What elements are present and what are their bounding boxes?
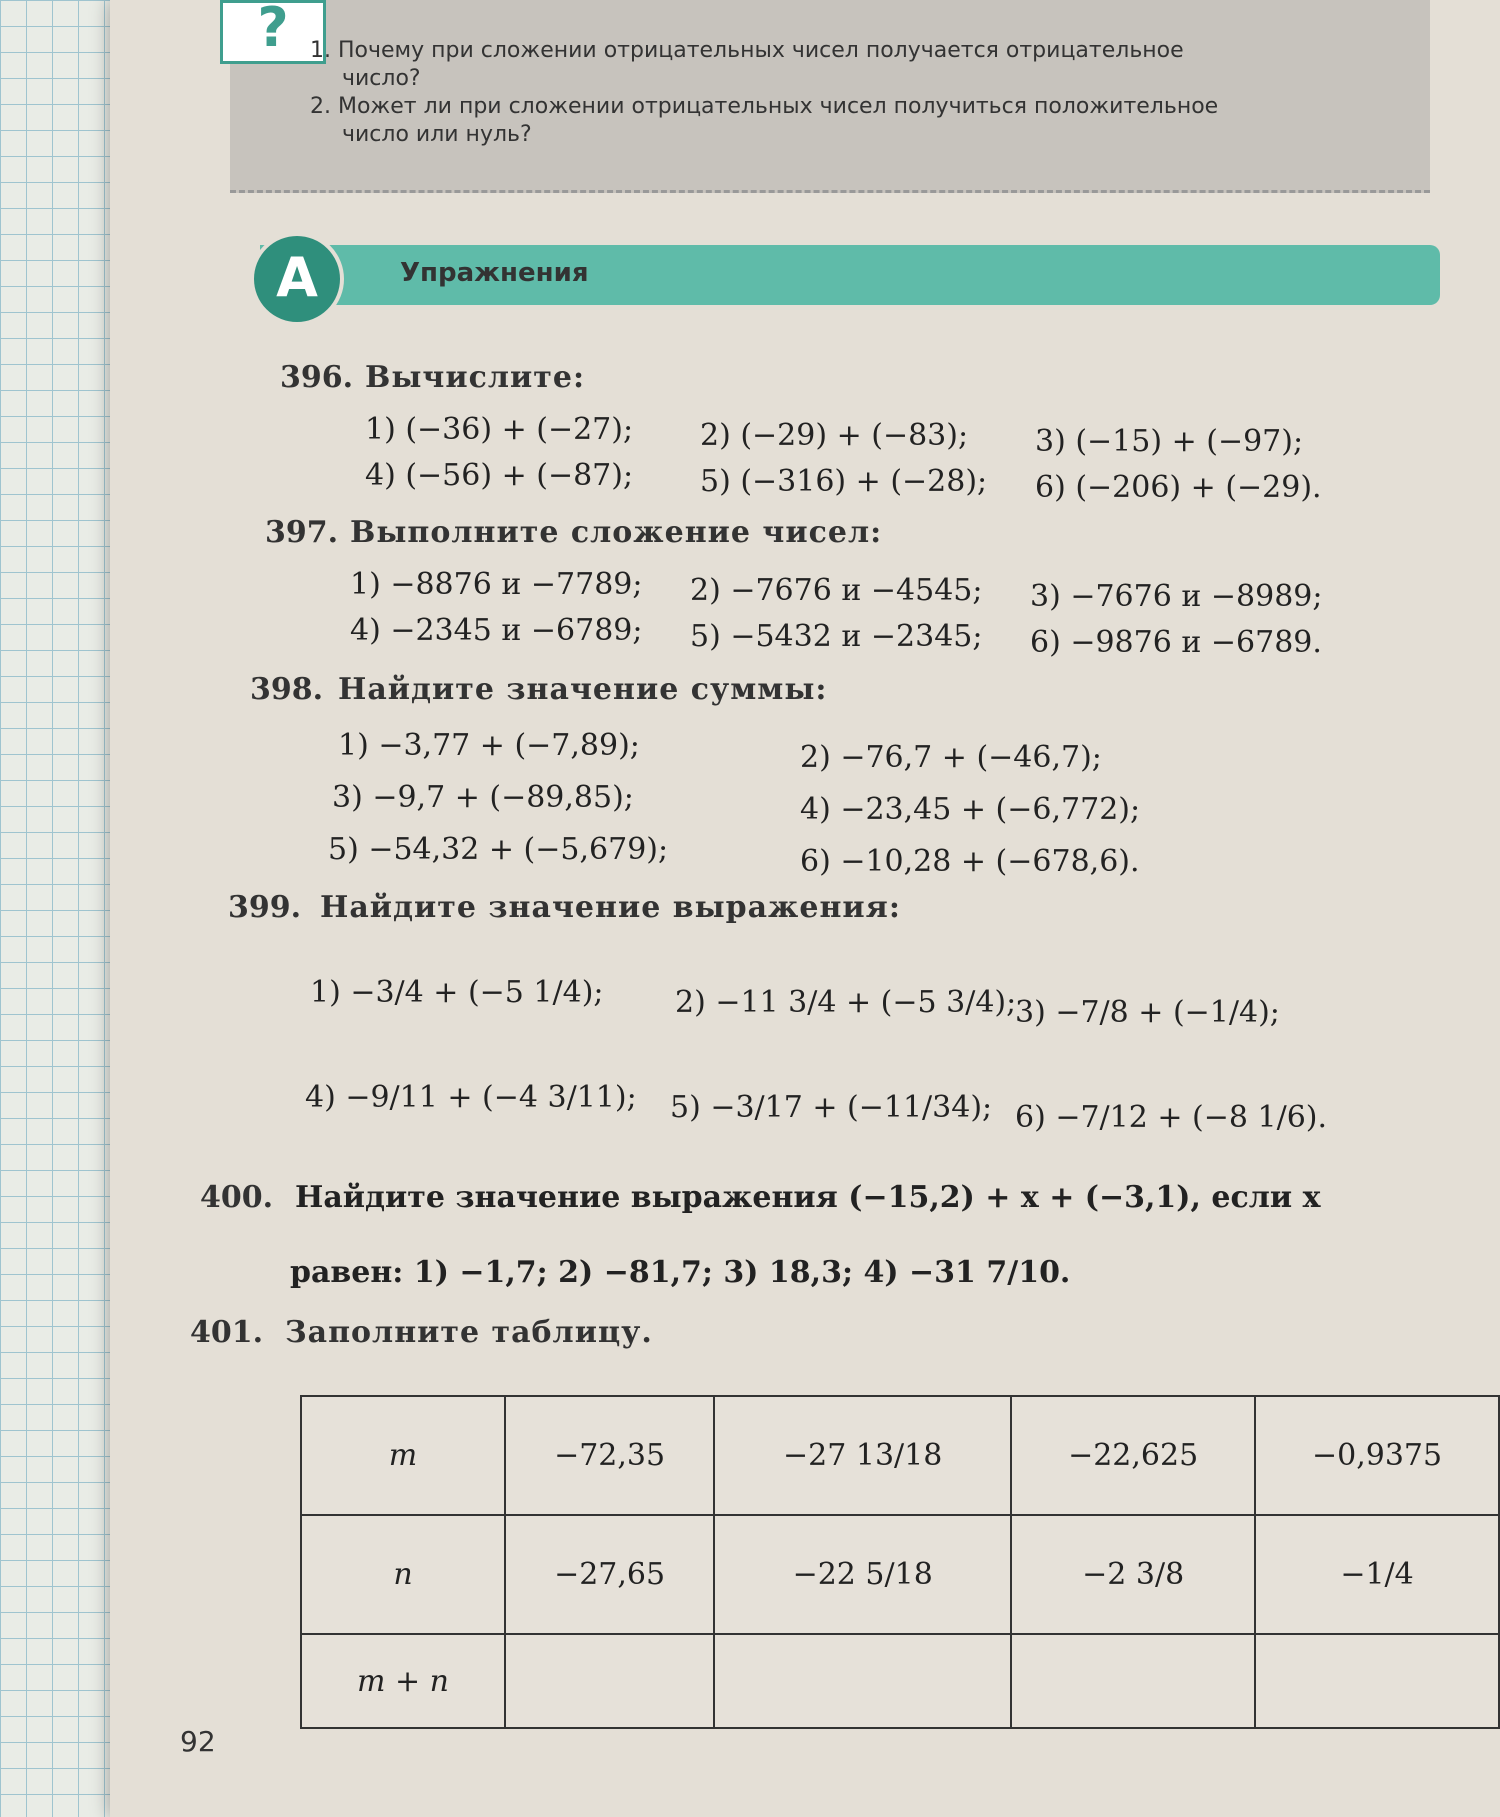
- table-cell: −22,625: [1011, 1396, 1255, 1515]
- exercise-item: 3) −7676 и −8989;: [1030, 579, 1323, 614]
- table-cell: −22 5/18: [714, 1515, 1011, 1634]
- exercise-item: 4) −9/11 + (−4 3/11);: [305, 1080, 637, 1115]
- exercise-title: Выполните сложение чисел:: [350, 515, 883, 550]
- exercise-title: Найдите значение суммы:: [338, 672, 828, 707]
- row-label-sum: m + n: [301, 1634, 505, 1728]
- exercise-item: 5) −54,32 + (−5,679);: [328, 832, 669, 867]
- exercise-title: Вычислите:: [365, 360, 586, 395]
- exercise-item: 2) −76,7 + (−46,7);: [800, 740, 1102, 775]
- fill-table: [300, 1395, 1500, 1729]
- exercise-item: 3) −9,7 + (−89,85);: [332, 780, 634, 815]
- exercise-item: 6) (−206) + (−29).: [1035, 470, 1322, 505]
- table-cell: −1/4: [1255, 1515, 1499, 1634]
- empty-cell: [1255, 1634, 1499, 1728]
- question-1: 1. Почему при сложении отрицательных чисел получается отрицательное: [310, 38, 1184, 63]
- question-2: 2. Может ли при сложении отрицательных чисел получиться положительное: [310, 94, 1219, 119]
- exercise-item: 3) (−15) + (−97);: [1035, 424, 1304, 459]
- exercise-item: 6) −7/12 + (−8 1/6).: [1015, 1100, 1328, 1135]
- table-cell: −27 13/18: [714, 1396, 1011, 1515]
- row-label-n: n: [301, 1515, 505, 1634]
- table-cell: −27,65: [505, 1515, 714, 1634]
- exercise-number: 400.: [200, 1180, 274, 1215]
- empty-cell: [1011, 1634, 1255, 1728]
- exercise-number: 396.: [280, 360, 354, 395]
- exercise-item: 6) −10,28 + (−678,6).: [800, 844, 1140, 879]
- section-badge: А: [250, 232, 344, 326]
- exercise-item: 2) (−29) + (−83);: [700, 418, 969, 453]
- empty-cell: [505, 1634, 714, 1728]
- exercise-item: 5) −5432 и −2345;: [690, 619, 983, 654]
- exercise-number: 399.: [228, 890, 302, 925]
- exercise-number: 397.: [265, 515, 339, 550]
- table-row: [301, 1634, 1499, 1728]
- row-label-m: m: [301, 1396, 505, 1515]
- table-cell: −0,9375: [1255, 1396, 1499, 1515]
- exercise-text: равен: 1) −1,7; 2) −81,7; 3) 18,3; 4) −31 7/10.: [290, 1255, 1071, 1290]
- question-1-cont: число?: [342, 66, 421, 91]
- exercise-item: 4) −2345 и −6789;: [350, 613, 643, 648]
- exercise-item: 1) (−36) + (−27);: [365, 412, 634, 447]
- exercise-item: 5) (−316) + (−28);: [700, 464, 988, 499]
- table-cell: −72,35: [505, 1396, 714, 1515]
- exercise-title: Найдите значение выражения:: [320, 890, 901, 925]
- table-row: [301, 1515, 1499, 1634]
- section-title: Упражнения: [400, 258, 589, 288]
- empty-cell: [714, 1634, 1011, 1728]
- table-row: [301, 1396, 1499, 1515]
- exercise-item: 6) −9876 и −6789.: [1030, 625, 1322, 660]
- exercise-item: 3) −7/8 + (−1/4);: [1015, 995, 1280, 1030]
- exercise-item: 4) −23,45 + (−6,772);: [800, 792, 1141, 827]
- question-mark-icon: ?: [220, 0, 326, 64]
- textbook-page: [110, 0, 1500, 1817]
- exercise-item: 1) −3/4 + (−5 1/4);: [310, 975, 604, 1010]
- exercise-item: 1) −3,77 + (−7,89);: [338, 728, 640, 763]
- exercise-number: 401.: [190, 1315, 264, 1350]
- exercise-item: 4) (−56) + (−87);: [365, 458, 634, 493]
- exercise-number: 398.: [250, 672, 324, 707]
- exercise-item: 2) −11 3/4 + (−5 3/4);: [675, 985, 1017, 1020]
- exercise-item: 1) −8876 и −7789;: [350, 567, 643, 602]
- table-cell: −2 3/8: [1011, 1515, 1255, 1634]
- exercise-title: Заполните таблицу.: [285, 1315, 653, 1350]
- exercise-text: Найдите значение выражения (−15,2) + x + (−3,1), если x: [295, 1180, 1321, 1215]
- page-number: 92: [180, 1725, 216, 1758]
- exercise-item: 2) −7676 и −4545;: [690, 573, 983, 608]
- question-2-cont: число или нуль?: [342, 122, 532, 147]
- exercise-item: 5) −3/17 + (−11/34);: [670, 1090, 993, 1125]
